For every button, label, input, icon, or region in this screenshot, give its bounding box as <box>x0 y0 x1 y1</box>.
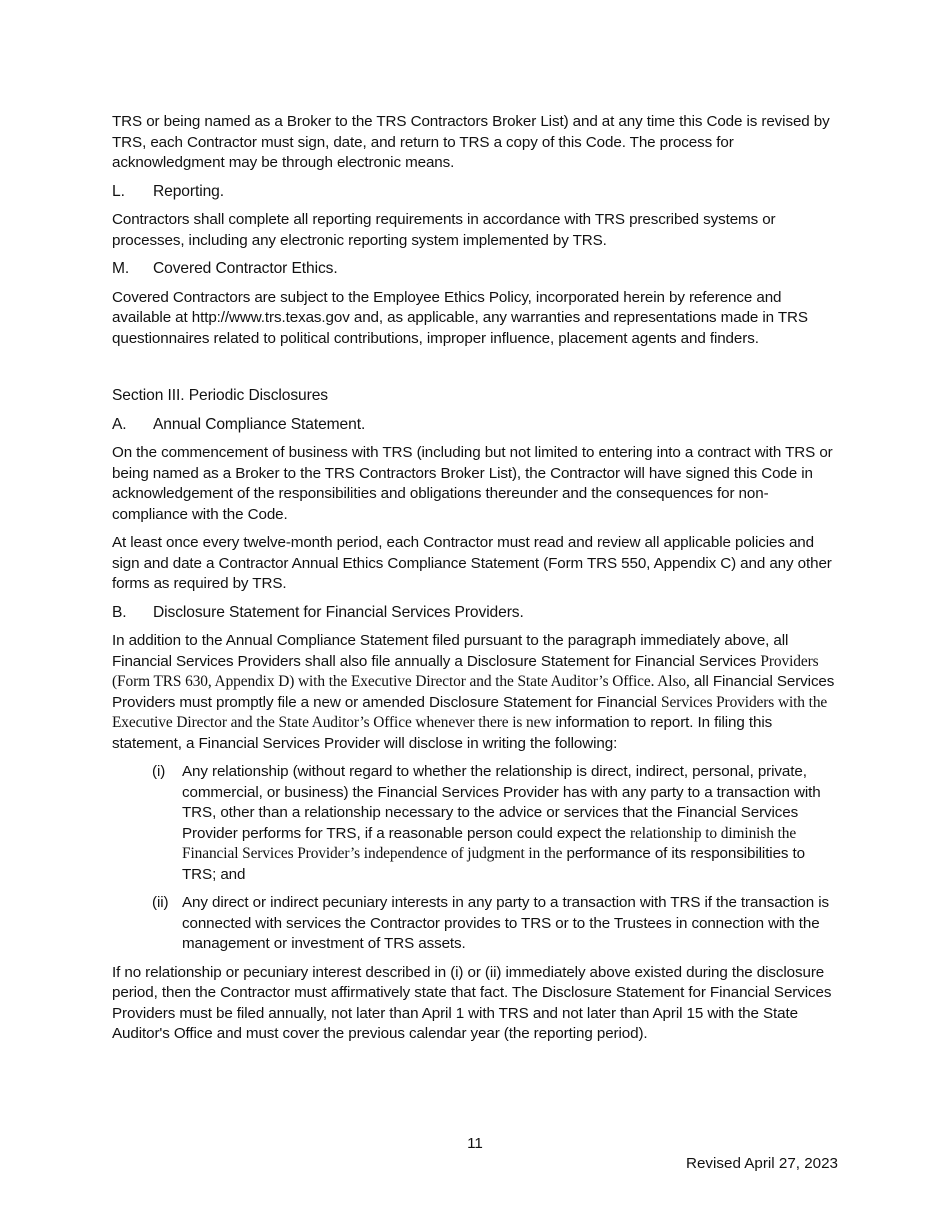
disclosure-text-part: Services Providers with the Executive Director and the State Auditor’s Office whenever there is new <box>112 693 828 731</box>
heading-covered-contractor-ethics <box>112 259 840 280</box>
reporting-paragraph: Contractors shall complete all reporting requirements in accordance with TRS prescribed systems or processes, including any electronic reporting system implemented by TRS. <box>112 211 776 249</box>
heading-annual-compliance <box>112 415 840 436</box>
section-title: Section III. Periodic Disclosures <box>112 387 328 404</box>
annual-compliance-paragraph-1: On the commencement of business with TRS (including but not limited to entering into a contract with TRS or being named as a Broker to the TRS Contractors Broker List), the Contractor will have signed this Code in acknowledgement of the responsibilities and obligations thereunder and the consequences for non-compliance with the Code. <box>112 444 833 523</box>
page-number: 11 <box>467 1135 483 1152</box>
list-item-text: relationship to diminish the Financial Services Provider’s independence of judgment in the <box>182 824 797 862</box>
heading-letter: A. <box>112 415 127 433</box>
revised-date: Revised April 27, 2023 <box>686 1155 838 1172</box>
list-item <box>112 762 840 885</box>
heading-title: Covered Contractor Ethics. <box>153 260 338 277</box>
heading-reporting <box>112 182 840 203</box>
heading-title: Annual Compliance Statement. <box>153 415 366 433</box>
list-item-text: performance of its responsibilities to TRS; and <box>182 845 806 883</box>
list-item <box>112 893 840 955</box>
disclosure-text-part: all Financial Services Providers must promptly file a new or amended Disclosure Statement for Financial <box>112 673 835 711</box>
heading-disclosure-statement <box>112 603 840 624</box>
heading-title: Disclosure Statement for Financial Services Providers. <box>153 603 524 621</box>
disclosure-text-part: In addition to the Annual Compliance Statement filed pursuant to the paragraph immediately above, all Financial Services Providers shall also file annually a Disclosure Statement for Financial Services <box>112 632 789 670</box>
list-item-text: Any relationship (without regard to whether the relationship is direct, indirect, personal, private, commercial, or business) the Financial Services Provider has with any party to a transaction with TRS, other than a relationship necessary to the advice or services that the Financial Services Provider performs for TRS, if a reasonable person could expect the <box>182 763 821 842</box>
list-item-text: Any direct or indirect pecuniary interests in any party to a transaction with TRS if the transaction is connected with services the Contractor provides to TRS or to the Trustees in connection with the management or investment of TRS assets. <box>182 894 830 952</box>
heading-letter: M. <box>112 260 130 277</box>
disclosure-text-part: information to report. In filing this statement, a Financial Services Provider will disclose in writing the following: <box>112 714 773 752</box>
intro-paragraph: TRS or being named as a Broker to the TRS Contractors Broker List) and at any time this Code is revised by TRS, each Contractor must sign, date, and return to TRS a copy of this Code. The process for acknowledgment may be through electronic means. <box>112 113 830 171</box>
page-content <box>112 112 840 1053</box>
disclosure-paragraph <box>112 631 840 754</box>
closing-paragraph: If no relationship or pecuniary interest described in (i) or (ii) immediately above existed during the disclosure period, then the Contractor must affirmatively state that fact. The Disclosure Statement for Financial Services Providers must be filed annually, not later than April 1 with TRS and not later than April 15 with the State Auditor's Office and must cover the previous calendar year (the reporting period). <box>112 963 832 1042</box>
disclosure-text-part: Providers (Form TRS 630, Appendix D) with the Executive Director and the State Auditor’s Office. Also, <box>112 652 819 690</box>
heading-letter: B. <box>112 603 127 621</box>
ethics-paragraph: Covered Contractors are subject to the Employee Ethics Policy, incorporated herein by reference and available at http://www.trs.texas.gov and, as applicable, any warranties and representations made in TRS questionnaires related to political contributions, improper influence, placement agents and finders. <box>112 288 808 347</box>
heading-title: Reporting. <box>153 182 224 200</box>
heading-letter: L. <box>112 182 125 200</box>
list-item-number: (ii) <box>152 894 169 911</box>
list-item-number: (i) <box>152 763 166 780</box>
annual-compliance-paragraph-2: At least once every twelve-month period, each Contractor must read and review all applicable policies and sign and date a Contractor Annual Ethics Compliance Statement (Form TRS 550, Appendix C) and any other forms as required by TRS. <box>112 534 832 592</box>
